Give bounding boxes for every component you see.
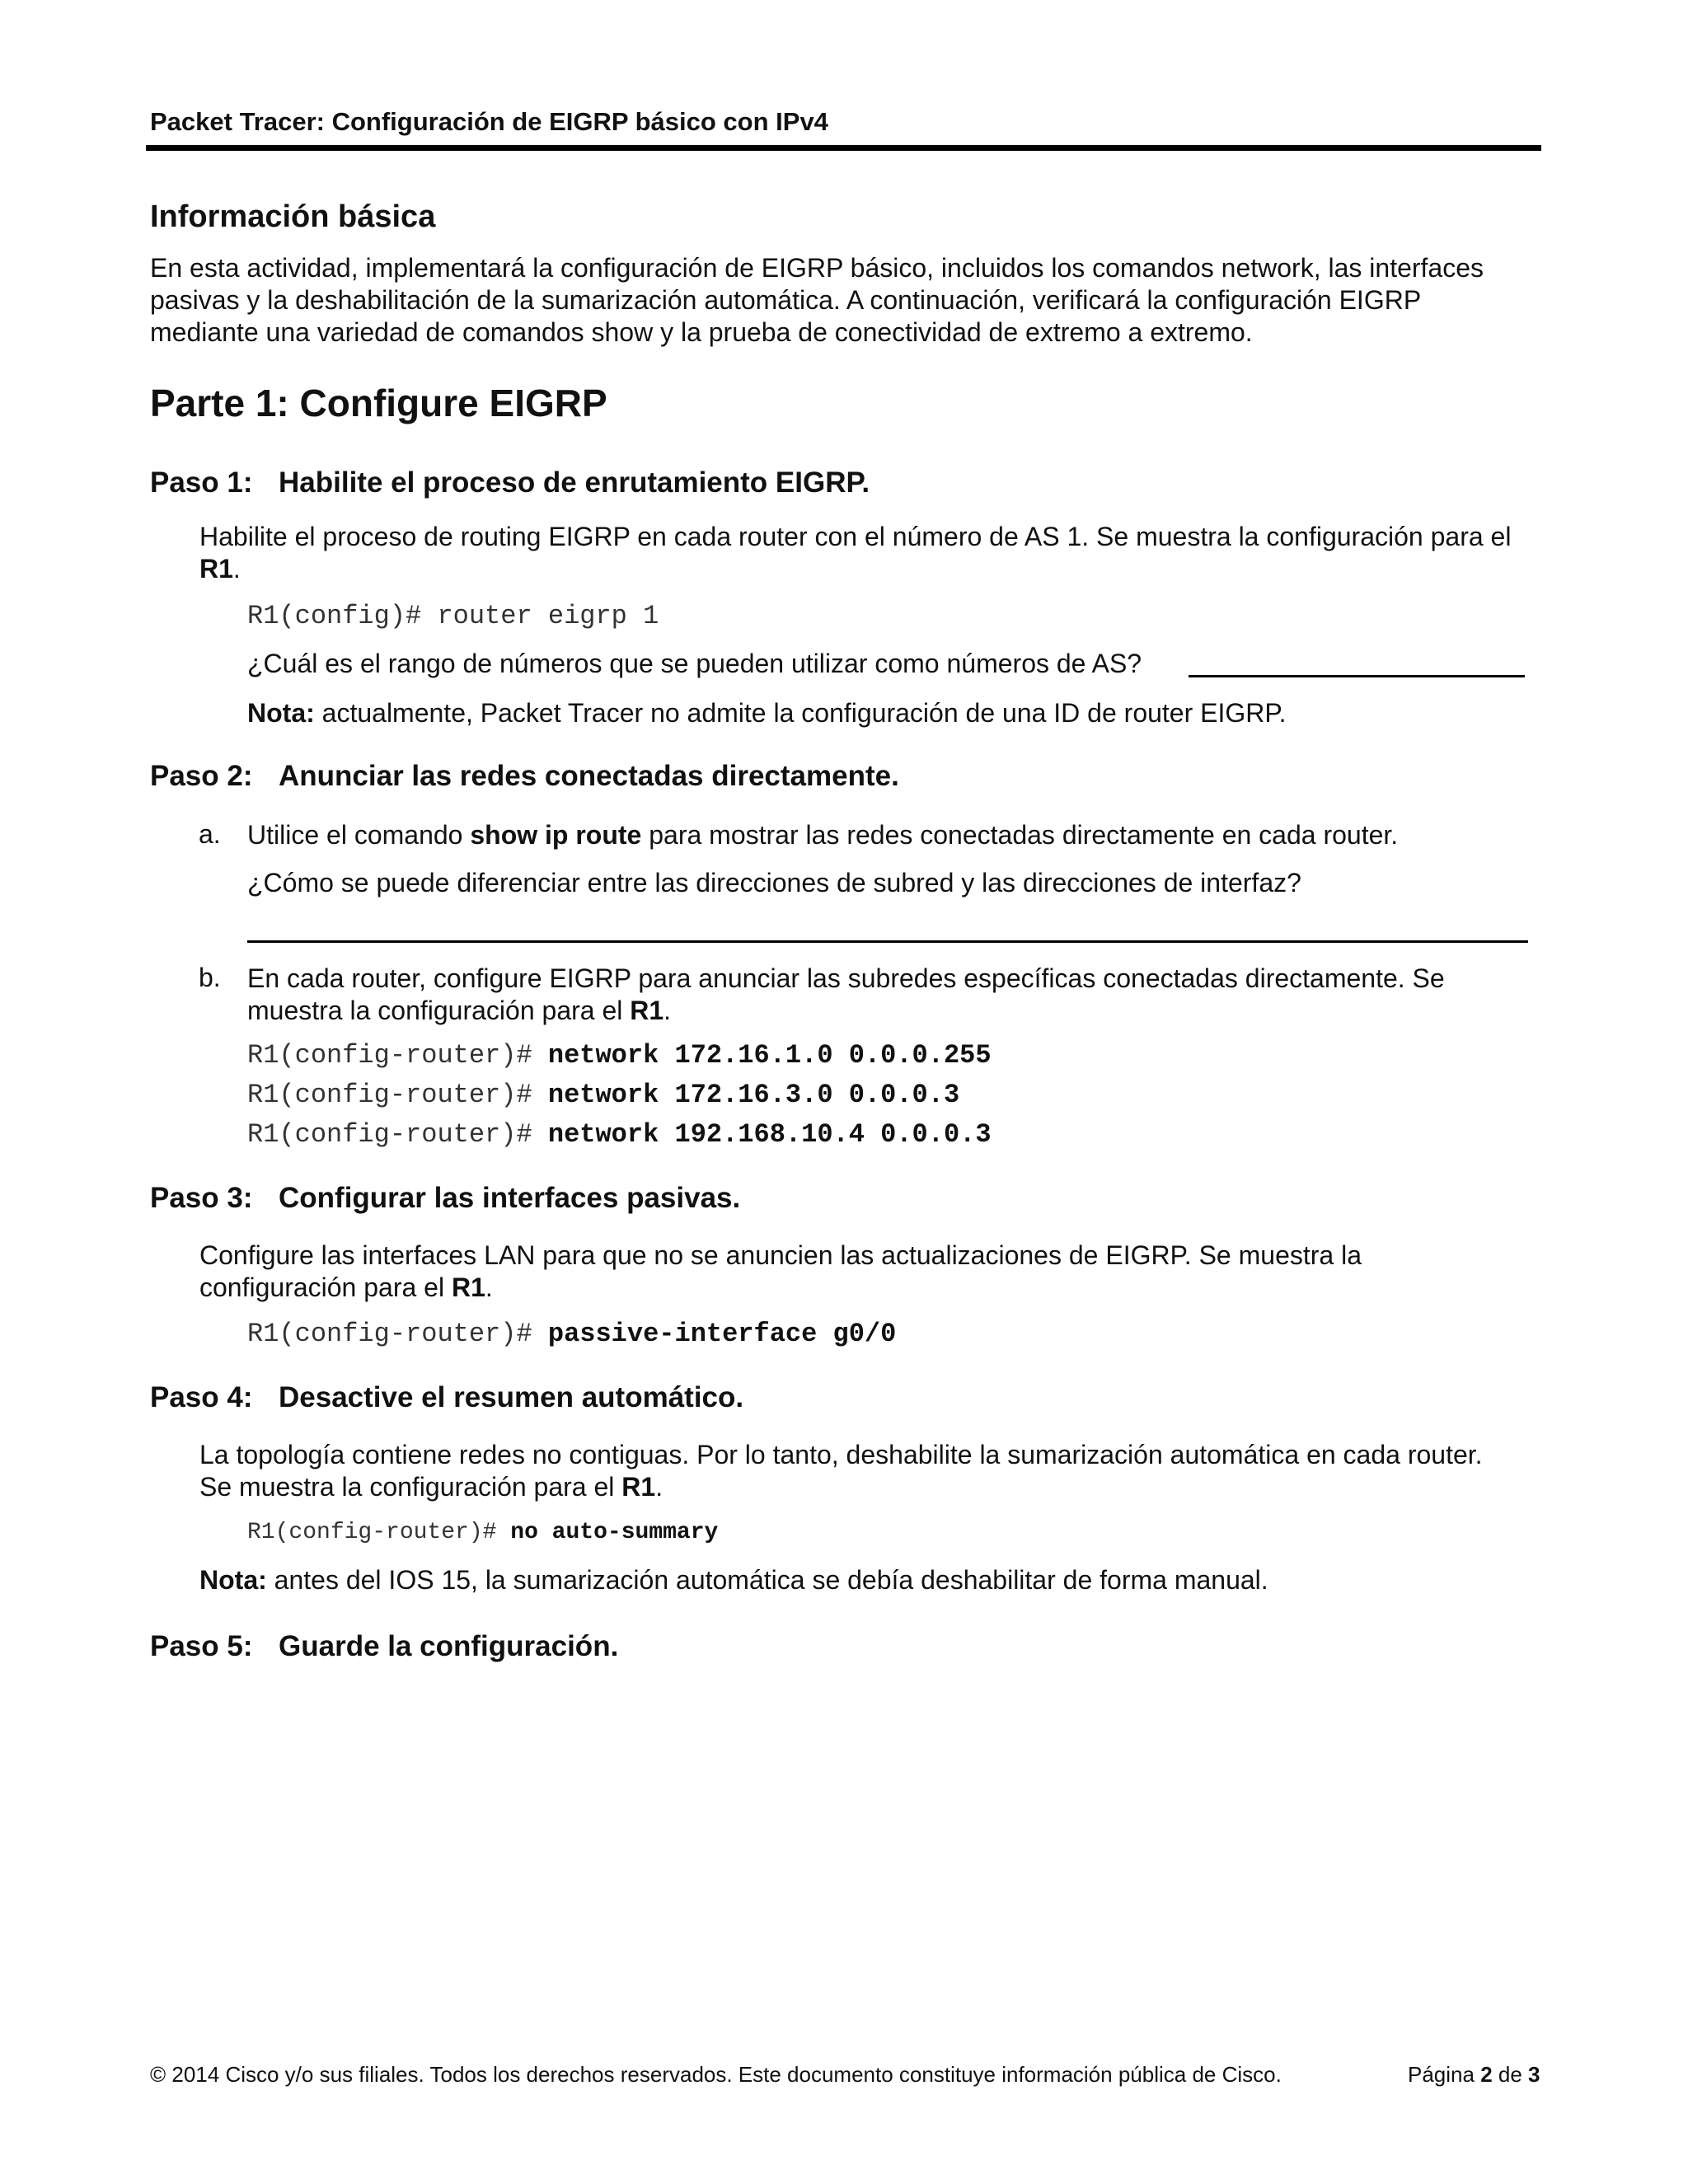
- step3-command: passive-interface g0/0: [547, 1319, 897, 1349]
- step3-code: [247, 1319, 896, 1349]
- step1-number: Paso 1:: [150, 466, 253, 499]
- step3-text: [199, 1240, 1436, 1304]
- step1-code: R1(config)# router eigrp 1: [247, 601, 659, 631]
- step1-note-label: Nota:: [247, 698, 315, 728]
- step2-command-3: network 192.168.10.4 0.0.0.3: [547, 1119, 992, 1150]
- step4-command: no auto-summary: [510, 1520, 719, 1545]
- step2-command-1: network 172.16.1.0 0.0.0.255: [547, 1040, 992, 1071]
- step1-note: [247, 697, 1286, 729]
- step1-title: Habilite el proceso de enrutamiento EIGRP.: [279, 466, 870, 499]
- step4-text-bold: R1: [621, 1472, 656, 1502]
- step2-code-line-2: [247, 1080, 959, 1110]
- step2-prompt-3: R1(config-router)#: [247, 1119, 548, 1150]
- step2-a-text: [247, 819, 1398, 851]
- step2-a-text-2: para mostrar las redes conectadas directamente en cada router.: [641, 820, 1399, 850]
- step1-note-text: actualmente, Packet Tracer no admite la configuración de una ID de router EIGRP.: [314, 698, 1287, 728]
- step1-text-main: Habilite el proceso de routing EIGRP en cada router con el número de AS 1. Se muestra la configuración para el: [199, 522, 1512, 551]
- step3-text-bold: R1: [451, 1272, 485, 1302]
- step4-code: [247, 1520, 718, 1545]
- step2-a-text-1: Utilice el comando: [247, 820, 471, 850]
- intro-paragraph: En esta actividad, implementará la configuración de EIGRP básico, incluidos los comandos network, las interfaces pasivas y la deshabilitación de la sumarización automática. A continuación, verificará la configuración EIGRP mediante una variedad de comandos show y la prueba de conectividad de extremo a extremo.: [150, 253, 1484, 347]
- step2-code-line-3: [247, 1119, 992, 1150]
- step1-heading: [150, 466, 870, 499]
- step4-text-main: La topología contiene redes no contiguas. Por lo tanto, deshabilite la sumarización automática en cada router. Se muestra la configuración para el: [199, 1440, 1483, 1502]
- step2-code-line-1: [247, 1040, 992, 1071]
- step4-note-label: Nota:: [199, 1565, 267, 1595]
- step4-text-end: .: [655, 1472, 663, 1502]
- step2-a-text-bold: show ip route: [470, 820, 642, 850]
- footer-page-number: [1408, 2062, 1540, 2088]
- part1-heading: Parte 1: Configure EIGRP: [150, 382, 607, 424]
- step2-a-answer-line[interactable]: [247, 940, 1528, 943]
- intro-heading: Información básica: [150, 199, 436, 234]
- step3-text-end: .: [485, 1272, 493, 1302]
- step1-text: [199, 521, 1535, 585]
- step5-heading: [150, 1630, 618, 1663]
- footer-page-separator: de: [1492, 2062, 1529, 2087]
- footer-copyright: © 2014 Cisco y/o sus filiales. Todos los derechos reservados. Este documento constituye información pública de Cisco.: [150, 2062, 1282, 2087]
- step3-text-main: Configure las interfaces LAN para que no se anuncien las actualizaciones de EIGRP. Se muestra la configuración para el: [199, 1240, 1362, 1302]
- step2-number: Paso 2:: [150, 760, 253, 792]
- step2-b-text-main: En cada router, configure EIGRP para anunciar las subredes específicas conectadas directamente. Se muestra la configuración para el: [247, 963, 1445, 1025]
- step5-number: Paso 5:: [150, 1630, 253, 1662]
- step4-heading: [150, 1381, 743, 1414]
- step3-prompt: R1(config-router)#: [247, 1319, 548, 1349]
- step2-b-letter: b.: [199, 963, 221, 992]
- step5-title: Guarde la configuración.: [279, 1630, 619, 1662]
- step4-title: Desactive el resumen automático.: [279, 1381, 744, 1413]
- document-header-title: Packet Tracer: Configuración de EIGRP básico con IPv4: [150, 107, 828, 136]
- step2-b-text-bold: R1: [630, 996, 664, 1025]
- step2-a-letter: a.: [199, 819, 221, 849]
- step1-text-end: .: [232, 554, 241, 583]
- step2-b-text: [247, 963, 1535, 1027]
- step2-prompt-2: R1(config-router)#: [247, 1080, 548, 1110]
- step2-heading: [150, 760, 899, 793]
- footer-page-current: 2: [1480, 2062, 1493, 2087]
- footer-page-total: 3: [1528, 2062, 1540, 2087]
- step4-prompt: R1(config-router)#: [247, 1520, 511, 1545]
- footer-page-label: Página: [1408, 2062, 1481, 2087]
- step4-number: Paso 4:: [150, 1381, 253, 1413]
- step2-b-text-end: .: [663, 996, 672, 1025]
- step2-a-question: ¿Cómo se puede diferenciar entre las direcciones de subred y las direcciones de interfaz?: [247, 868, 1301, 898]
- header-rule: [146, 145, 1541, 151]
- step3-number: Paso 3:: [150, 1182, 253, 1214]
- step1-text-bold: R1: [199, 554, 233, 583]
- step3-title: Configurar las interfaces pasivas.: [279, 1182, 741, 1214]
- step2-command-2: network 172.16.3.0 0.0.0.3: [547, 1080, 960, 1110]
- step4-text: [199, 1439, 1485, 1503]
- step4-note: [199, 1564, 1268, 1596]
- step1-question: ¿Cuál es el rango de números que se pueden utilizar como números de AS?: [247, 649, 1142, 678]
- step3-heading: [150, 1182, 740, 1215]
- step4-note-text: antes del IOS 15, la sumarización automática se debía deshabilitar de forma manual.: [266, 1565, 1268, 1595]
- step2-prompt-1: R1(config-router)#: [247, 1040, 548, 1071]
- step1-answer-line[interactable]: [1189, 675, 1525, 677]
- step2-title: Anunciar las redes conectadas directamente.: [279, 760, 899, 792]
